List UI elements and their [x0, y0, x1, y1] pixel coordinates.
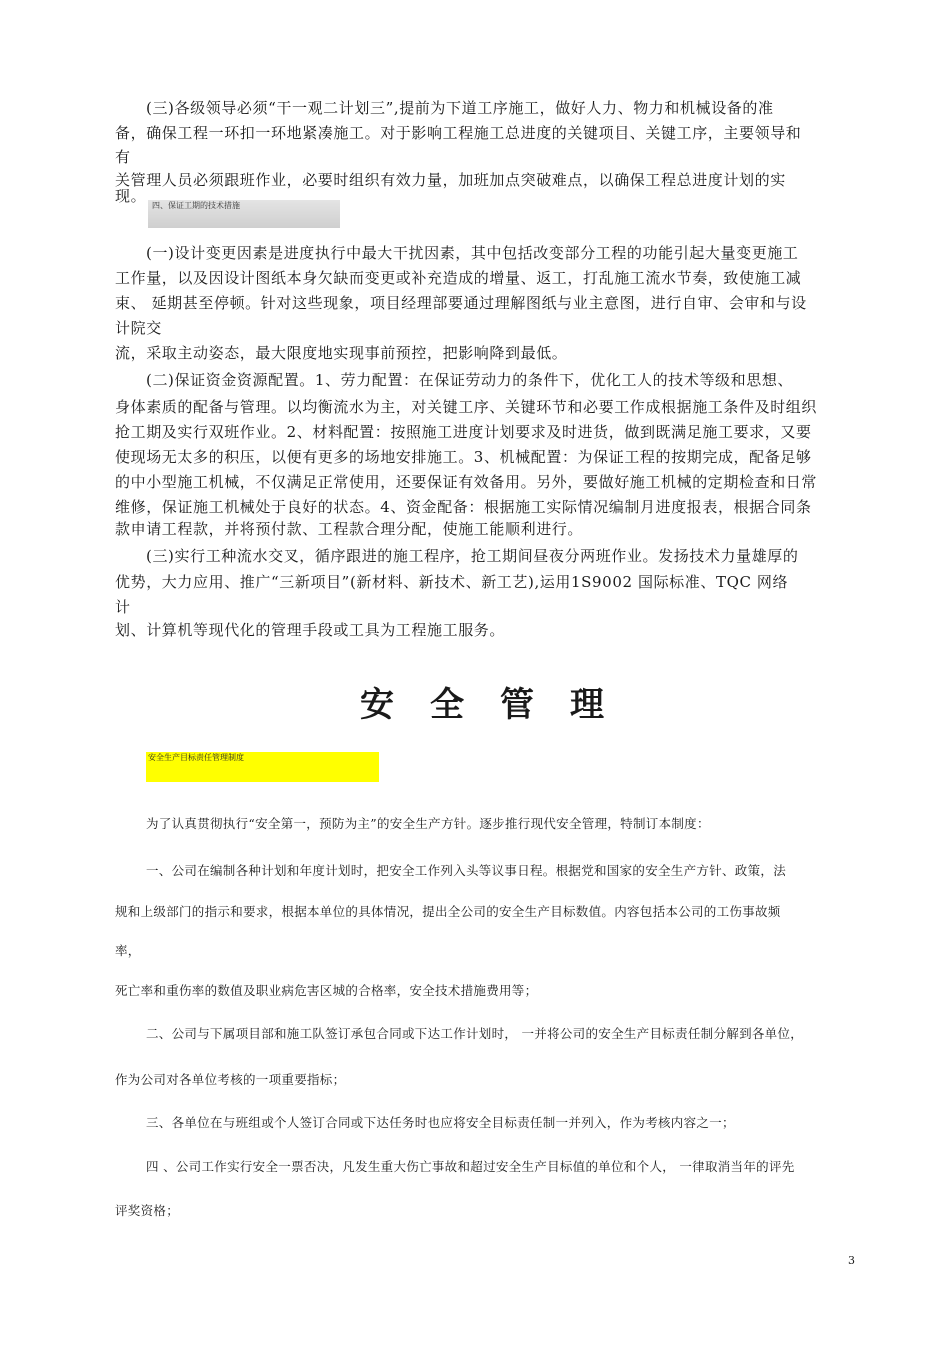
section-tag-label: 安全生产目标责任管理制度: [148, 753, 244, 762]
paragraph-line: 三、各单位在与班组或个人签订合同或下达任务时也应将安全目标责任制一并列入，作为考核内容之一；: [146, 1115, 735, 1130]
paragraph-line: 款申请工程款，并将预付款、工程款合理分配，使施工能顺利进行。: [115, 520, 584, 538]
paragraph-line: (二)保证资金资源配置。1、劳力配置：在保证劳动力的条件下，优化工人的技术等级和思想、: [146, 371, 794, 389]
paragraph-line: 关管理人员必须跟班作业，必要时组织有效力量，加班加点突破难点，以确保工程总进度计划的实: [115, 171, 786, 189]
paragraph-line: 维修，保证施工机械处于良好的状态。4、资金配备：根据施工实际情况编制月进度报表，根据合同条: [115, 498, 812, 516]
paragraph-line: 工作量，以及因设计图纸本身欠缺而变更或补充造成的增量、返工，打乱施工流水节奏，致使施工减: [115, 269, 802, 287]
paragraph-line: 二、公司与下属项目部和施工队签订承包合同或下达工作计划时， 一并将公司的安全生产目标责任制分解到各单位，: [146, 1026, 804, 1041]
paragraph-line: 流，采取主动姿态，最大限度地实现事前预控，把影响降到最低。: [115, 344, 568, 362]
paragraph-line: 划、计算机等现代化的管理手段或工具为工程施工服务。: [115, 621, 506, 639]
paragraph-line: 计: [115, 598, 131, 616]
paragraph-line: 规和上级部门的指示和要求，根据本单位的具体情况，提出全公司的安全生产目标数值。内容包括本公司的工伤事故频: [115, 904, 781, 919]
paragraph-line: 优势，大力应用、推广“三新项目”(新材料、新技术、新工艺),运用1S9002 国际标准、TQC 网络: [115, 573, 789, 591]
section-tag-label: 四、保证工期的技术措施: [152, 201, 240, 210]
paragraph-line: 一、公司在编制各种计划和年度计划时，把安全工作列入头等议事日程。根据党和国家的安全生产方针、政策，法: [146, 863, 787, 878]
paragraph-line: 率，: [115, 943, 141, 958]
paragraph-line: 现。: [115, 187, 147, 205]
paragraph-line: 四 、公司工作实行安全一票否决，凡发生重大伤亡事故和超过安全生产目标值的单位和个人， 一律取消当年的评先: [146, 1159, 795, 1174]
paragraph-line: (三)实行工种流水交叉，循序跟进的施工程序，抢工期间昼夜分两班作业。发扬技术力量雄厚的: [146, 547, 799, 565]
paragraph-line: 作为公司对各单位考核的一项重要指标；: [115, 1072, 346, 1087]
paragraph-line: 为了认真贯彻执行“安全第一，预防为主”的安全生产方针。逐步推行现代安全管理，特制订本制度：: [146, 816, 710, 831]
section-tag-schedule-measures: [148, 200, 340, 228]
paragraph-line: 有: [115, 148, 131, 166]
paragraph-line: 备，确保工程一环扣一环地紧凑施工。对于影响工程施工总进度的关键项目、关键工序，主要领导和: [115, 124, 802, 142]
paragraph-line: 身体素质的配备与管理。以均衡流水为主，对关键工序、关键环节和必要工作成根据施工条件及时组织: [115, 398, 818, 416]
paragraph-line: (三)各级领导必须“干一观二计划三”,提前为下道工序施工，做好人力、物力和机械设备的准: [146, 99, 774, 117]
paragraph-line: 使现场无太多的积压，以便有更多的场地安排施工。3、机械配置：为保证工程的按期完成，配备足够: [115, 448, 812, 466]
paragraph-line: 评奖资格；: [115, 1203, 180, 1218]
highlighted-section-tag: [146, 752, 379, 782]
paragraph-line: 抢工期及实行双班作业。2、材料配置：按照施工进度计划要求及时进货，做到既满足施工要求，又要: [115, 423, 812, 441]
page-title: 安全管理: [360, 685, 640, 725]
page-number: 3: [848, 1254, 855, 1267]
paragraph-line: 计院交: [115, 319, 162, 337]
paragraph-line: 的中小型施工机械，不仅满足正常使用，还要保证有效备用。另外，要做好施工机械的定期检查和日常: [115, 473, 818, 491]
paragraph-line: (一)设计变更因素是进度执行中最大干扰因素，其中包括改变部分工程的功能引起大量变更施工: [146, 244, 799, 262]
paragraph-line: 死亡率和重伤率的数值及职业病危害区城的合格率，安全技术措施费用等；: [115, 983, 538, 998]
paragraph-line: 束、 延期甚至停顿。针对这些现象，项目经理部要通过理解图纸与业主意图，进行自审、会审和与设: [115, 294, 807, 312]
